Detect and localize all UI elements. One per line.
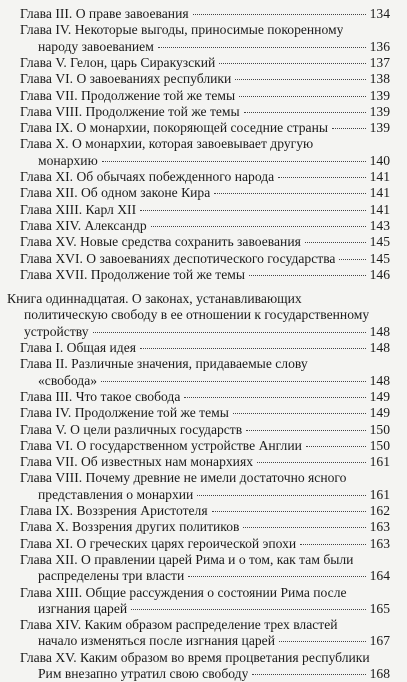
page-number: 141 — [369, 201, 390, 217]
dot-leader — [305, 242, 366, 243]
page-number: 143 — [369, 217, 390, 233]
dot-leader — [184, 397, 365, 398]
toc-line — [24, 307, 390, 323]
toc-line — [20, 503, 390, 519]
toc-line — [20, 617, 390, 633]
page-number: 136 — [369, 38, 390, 54]
entry-title: Глава VI. О государственном устройстве Англии — [20, 437, 302, 453]
page-number: 163 — [369, 519, 390, 535]
dot-leader — [158, 47, 366, 48]
page-number: 168 — [369, 666, 390, 681]
entry-title: Глава XIII. Карл XII — [20, 201, 137, 217]
dot-leader — [252, 674, 365, 675]
dot-leader — [233, 413, 366, 414]
dot-leader — [140, 348, 366, 349]
page-number: 150 — [369, 421, 390, 437]
dot-leader — [219, 63, 365, 64]
toc-line — [20, 438, 390, 454]
entry-title: Глава XV. Каким образом во время процветания республики — [20, 649, 370, 665]
page-number: 161 — [369, 486, 390, 502]
entry-title: Глава II. Различные значения, придаваемые слову — [20, 356, 308, 372]
dot-leader — [131, 609, 365, 610]
toc-line — [20, 340, 390, 356]
toc-line — [20, 234, 390, 250]
entry-title: политическую свободу в ее отношении к государственному — [24, 307, 370, 323]
toc-line — [20, 454, 390, 470]
dot-leader — [279, 641, 366, 642]
entry-title: Глава XIV. Александр — [20, 217, 147, 233]
entry-title: Глава XVII. Продолжение той же темы — [20, 266, 245, 282]
page-number: 145 — [369, 234, 390, 250]
page-number: 149 — [369, 405, 390, 421]
dot-leader — [278, 177, 365, 178]
toc-line — [7, 291, 390, 307]
dot-leader — [212, 511, 366, 512]
dot-leader — [193, 14, 366, 15]
page-number: 164 — [369, 568, 390, 584]
entry-title: Глава XII. О правлении царей Рима и о том, как там были — [20, 551, 354, 567]
entry-title: распределены три власти — [38, 568, 185, 584]
dot-leader — [306, 446, 366, 447]
toc-line — [20, 389, 390, 405]
dot-leader — [249, 275, 366, 276]
toc-line — [20, 202, 390, 218]
dot-leader — [244, 112, 366, 113]
page-number: 150 — [369, 437, 390, 453]
page-number: 139 — [369, 120, 390, 136]
page-number: 134 — [369, 6, 390, 21]
toc-line — [38, 487, 390, 503]
toc-line — [20, 136, 390, 152]
entry-title: Глава I. Общая идея — [20, 340, 137, 355]
entry-title: монархию — [38, 152, 98, 168]
toc-line — [38, 633, 390, 649]
entry-title: Глава VIII. Продолжение той же темы — [20, 103, 240, 119]
page-number: 162 — [369, 503, 390, 518]
entry-title: Глава X. Воззрения других политиков — [20, 519, 240, 535]
page-number: 148 — [369, 372, 390, 388]
entry-title: Глава VIII. Почему древние не имели достаточно ясного — [20, 470, 347, 486]
toc-line — [20, 519, 390, 535]
toc-line — [20, 536, 390, 552]
toc-line — [38, 601, 390, 617]
dot-leader — [188, 576, 365, 577]
entry-title: Глава IV. Продолжение той же темы — [20, 405, 229, 421]
page-number: 138 — [369, 71, 390, 87]
toc-line — [20, 422, 390, 438]
toc-line — [20, 55, 390, 71]
page-number: 148 — [369, 323, 390, 339]
dot-leader — [197, 495, 365, 496]
dot-leader — [339, 259, 365, 260]
toc-line — [20, 185, 390, 201]
entry-title: Глава XI. О греческих царях героической эпохи — [20, 535, 297, 551]
toc-line — [20, 470, 390, 486]
toc-line — [20, 88, 390, 104]
dot-leader — [101, 381, 366, 382]
dot-leader — [257, 462, 366, 463]
entry-title: Глава VII. Продолжение той же темы — [20, 87, 236, 103]
dot-leader — [300, 544, 365, 545]
entry-title: Глава XIII. Общие рассуждения о состоянии Рима после — [20, 584, 347, 600]
dot-leader — [246, 430, 365, 431]
toc-line — [20, 104, 390, 120]
page-number: 167 — [369, 633, 390, 649]
page-number: 149 — [369, 388, 390, 404]
entry-title: изгнания царей — [38, 600, 128, 616]
entry-title: Глава XIV. Каким образом распределение трех властей — [20, 617, 338, 633]
toc-line — [38, 666, 390, 682]
dot-leader — [239, 96, 365, 97]
entry-title: Глава V. Гелон, царь Сиракузский — [20, 54, 216, 70]
page-number: 141 — [369, 185, 390, 201]
dot-leader — [332, 128, 366, 129]
toc-line — [20, 356, 390, 372]
entry-title: Глава XV. Новые средства сохранить завоевания — [20, 234, 301, 250]
entry-title: Глава V. О цели различных государств — [20, 421, 243, 437]
toc-line — [38, 568, 390, 584]
entry-title: Глава IX. Воззрения Аристотеля — [20, 503, 208, 518]
entry-title: Глава VII. Об известных нам монархиях — [20, 454, 253, 470]
entry-title: Глава XVI. О завоеваниях деспотического государства — [20, 250, 336, 266]
page-number: 145 — [369, 250, 390, 266]
toc-line — [38, 39, 390, 55]
toc-line — [20, 6, 390, 22]
entry-title: Глава IV. Некоторые выгоды, приносимые покоренному — [20, 22, 344, 38]
entry-title: Глава IX. О монархии, покоряющей соседние страны — [20, 120, 328, 136]
toc-line — [20, 120, 390, 136]
page-number: 141 — [369, 169, 390, 184]
entry-title: «свобода» — [38, 372, 98, 388]
page-number: 140 — [369, 152, 390, 168]
entry-title: Глава XI. Об обычаях побежденного народа — [20, 169, 275, 184]
toc-line — [20, 405, 390, 421]
toc-line — [24, 324, 390, 340]
entry-title: Глава III. Что такое свобода — [20, 388, 181, 404]
toc-line — [20, 251, 390, 267]
entry-title: Глава X. О монархии, которая завоевывает другую — [20, 136, 314, 152]
entry-title: устройству — [24, 323, 89, 339]
dot-leader — [235, 79, 365, 80]
dot-leader — [243, 527, 365, 528]
page-number: 139 — [369, 103, 390, 119]
dot-leader — [93, 332, 366, 333]
dot-leader — [140, 210, 365, 211]
toc-line — [38, 373, 390, 389]
toc-line — [20, 267, 390, 283]
page-number: 148 — [369, 340, 390, 355]
toc-line — [20, 71, 390, 87]
entry-title: начало изменяться после изгнания царей — [38, 633, 275, 649]
page-number: 139 — [369, 87, 390, 103]
toc-line — [38, 153, 390, 169]
entry-title: Глава VI. О завоеваниях республики — [20, 71, 232, 87]
entry-title: Глава XII. Об одном законе Кира — [20, 185, 211, 201]
toc-line — [20, 169, 390, 185]
page-number: 165 — [369, 600, 390, 616]
dot-leader — [214, 193, 365, 194]
toc-line — [20, 552, 390, 568]
toc-line — [20, 22, 390, 38]
entry-title: Глава III. О праве завоевания — [20, 6, 189, 21]
page-number: 137 — [369, 54, 390, 70]
entry-title: народу завоеванием — [38, 38, 154, 54]
page-number: 146 — [369, 266, 390, 282]
entry-title: Рим внезапно утратил свою свободу — [38, 666, 249, 681]
page-number: 163 — [369, 535, 390, 551]
dot-leader — [151, 226, 366, 227]
dot-leader — [102, 161, 366, 162]
toc-line — [20, 585, 390, 601]
toc-line — [20, 650, 390, 666]
page-number: 161 — [369, 454, 390, 470]
entry-title: Книга одиннадцатая. О законах, устанавливающих — [7, 291, 302, 307]
entry-title: представления о монархии — [38, 486, 194, 502]
toc-line — [20, 218, 390, 234]
